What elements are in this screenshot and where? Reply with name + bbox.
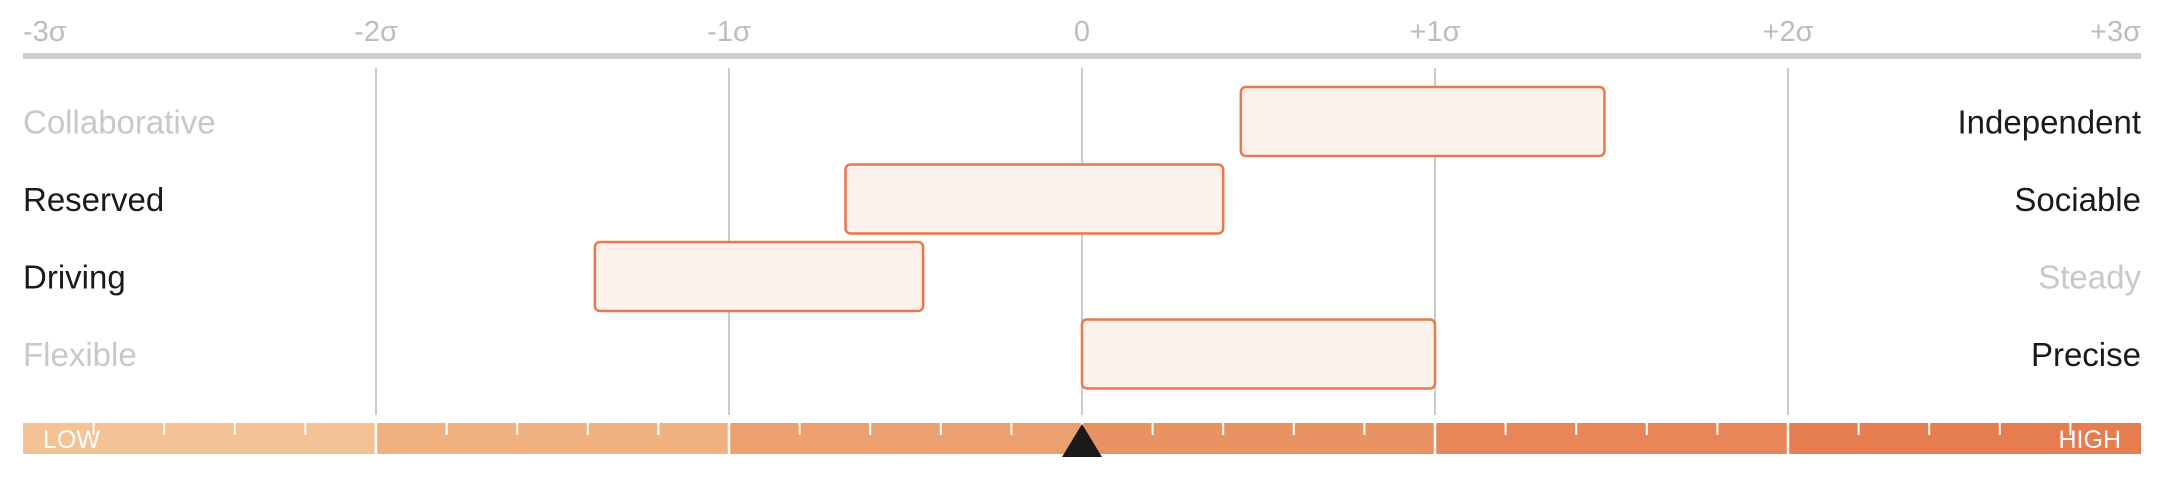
axis-tick-label: +2σ	[1762, 16, 1814, 48]
scale-segment	[1435, 423, 1788, 454]
range-bar	[1241, 87, 1605, 156]
scale-segment	[729, 423, 1082, 454]
axis-tick-label: -1σ	[707, 16, 751, 48]
trait-right-label: Sociable	[2014, 181, 2141, 218]
axis-tick-label: +3σ	[2090, 16, 2141, 48]
axis-tick-label: -2σ	[354, 16, 398, 48]
scale-low-label: LOW	[43, 426, 100, 454]
range-bar	[845, 165, 1223, 234]
trait-right-label: Steady	[2038, 258, 2141, 296]
axis-tick-label: 0	[1073, 16, 1091, 48]
trait-left-label: Collaborative	[23, 103, 216, 141]
trait-right-label: Independent	[1957, 103, 2141, 141]
trait-left-label: Flexible	[23, 336, 137, 373]
trait-right-label: Precise	[2030, 336, 2141, 373]
range-bar	[595, 242, 923, 311]
axis-tick-label: -3σ	[23, 16, 67, 48]
axis-tick-label: +1σ	[1409, 16, 1461, 48]
range-bar	[1082, 320, 1435, 389]
axis-tick-labels	[23, 16, 2141, 48]
scale-segment	[1082, 423, 1435, 454]
trait-left-label: Driving	[23, 258, 126, 296]
trait-left-label: Reserved	[23, 181, 165, 218]
scale-high-label: HIGH	[2058, 426, 2121, 454]
scale-segment	[376, 423, 729, 454]
range-bars	[595, 87, 1605, 389]
